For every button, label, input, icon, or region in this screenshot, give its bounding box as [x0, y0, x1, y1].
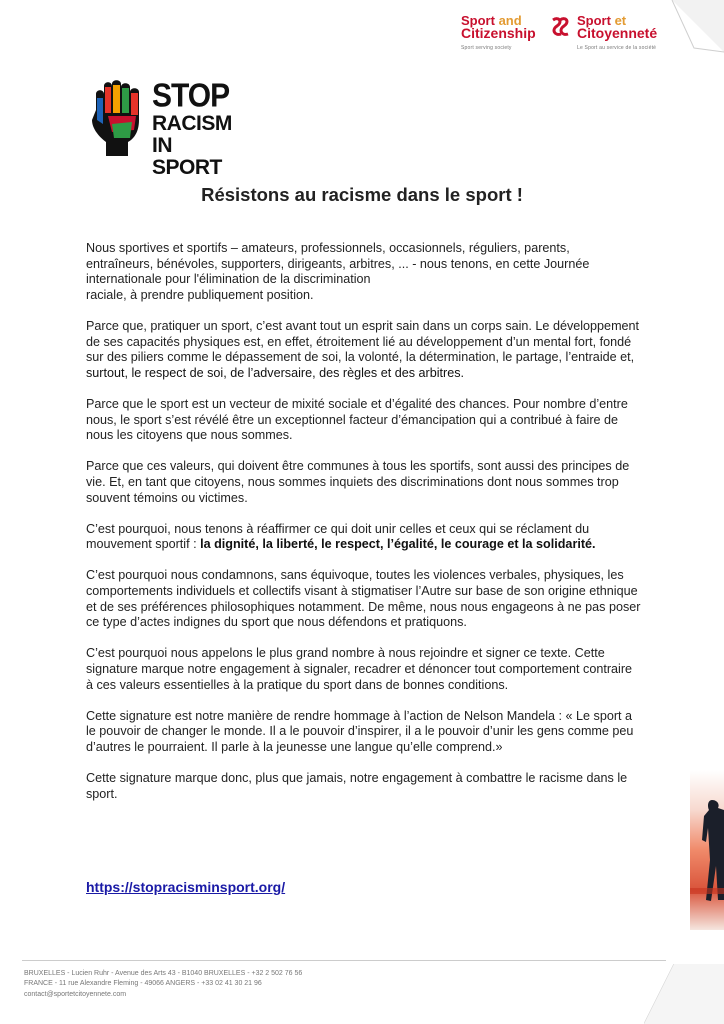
paragraph-text: Parce que, pratiquer un sport, c’est avant tout un esprit sain dans un corps sain. Le développement de ses capacités physiques est, en effet, étroitement lié au développement d’un mental fort, fondé sur des piliers comme le dépassement de soi, la volonté, la détermination, le partage, l’entraide et, — [86, 318, 640, 365]
campaign-website-link[interactable]: https://stopracisminsport.org/ — [86, 879, 286, 895]
footer-address-france: FRANCE - 11 rue Alexandre Fleming - 49066 ANGERS - +33 02 41 30 21 96 — [24, 980, 262, 988]
sport-et-citoyennete-logo[interactable] — [577, 14, 672, 55]
footer-contact — [24, 969, 302, 1000]
logo-left-word-2: and — [498, 13, 522, 28]
page-title: Résistons au racisme dans le sport ! — [201, 184, 523, 205]
paragraph-call-to-sign: C’est pourquoi nous appelons le plus grand nombre à nous rejoindre et signer ce texte. Cette signature marque notre engagement à signaler, recadrer et dénoncer tout comportement contraire à ces valeurs essentielles à la pratique du sport dans de bonnes conditions. — [86, 646, 633, 692]
athlete-silhouette-photo — [690, 770, 724, 930]
paragraph-social-mix: Parce que le sport est un vecteur de mixité sociale et d’égalité des chances. Pour nombre d’entre nous, le sport s’est révélé être un exceptionnel facteur d’émancipation qui a contribué à faire de nous les citoyens que nous sommes. — [86, 396, 628, 443]
intro-line-4: raciale, à prendre publiquement position. — [86, 287, 314, 302]
paragraph-mandela-quote: Cette signature est notre manière de rendre hommage à l’action de Nelson Mandela : « Le sport a le pouvoir de changer le monde. Il a le pouvoir d’inspirer, il a le pouvoir d’unir les gens comme peu d’autres le pourraient. Il parle à la jeunesse une langue qu’elle comprend.» — [86, 708, 634, 754]
logo-right-word-3: Citoyenneté — [577, 25, 658, 41]
paragraph-intro — [86, 241, 642, 303]
logo-racism: RACISM — [152, 112, 232, 135]
respect-emphasis: surtout, le respect de soi, de l’adversaire, des règles et des arbitres. — [86, 365, 465, 380]
paragraph-reaffirm — [86, 522, 642, 553]
intro-line-1: Nous sportives et sportifs – amateurs, professionnels, occasionnels, réguliers, parents, — [86, 241, 570, 255]
paragraph-text: C’est pourquoi, nous tenons à réaffirmer ce qui doit unir celles et ceux qui se réclament du mouvement sportif : — [86, 521, 590, 552]
values-emphasis: la dignité, la liberté, le respect, l’égalité, le courage et la solidarité. — [200, 537, 596, 552]
sport-and-citizenship-logo[interactable] — [461, 14, 551, 55]
paragraph-sport-values — [86, 319, 642, 381]
logo-left-tagline: Sport serving society — [461, 45, 512, 51]
footer-divider — [22, 960, 666, 961]
header-logos — [458, 14, 668, 54]
swirl-emblem-icon — [549, 16, 571, 42]
intro-line-2: entraîneurs, bénévoles, supporters, dirigeants, arbitres, ... - nous tenons, en cette Journée — [86, 256, 590, 271]
logo-left-word-1: Sport — [461, 13, 495, 28]
logo-left-word-3: Citizenship — [461, 25, 536, 41]
logo-right-tagline: Le Sport au service de la société — [577, 45, 657, 51]
logo-right-word-1: Sport — [577, 13, 611, 28]
page-corner-fold-bottom — [644, 964, 724, 1024]
intro-line-3: internationale pour l'élimination de la discrimination — [86, 272, 371, 287]
paragraph-commitment: Cette signature marque donc, plus que jamais, notre engagement à combattre le racisme dans le sport. — [86, 771, 628, 801]
raised-fist-icon — [88, 80, 150, 158]
footer-address-brussels: BRUXELLES - Lucien Ruhr - Avenue des Arts 43 - B1040 BRUXELLES - +32 2 502 76 56 — [24, 970, 303, 977]
paragraph-condemn: C’est pourquoi nous condamnons, sans équivoque, toutes les violences verbales, physiques, les comportements individuels et collectifs visant à stigmatiser l’Autre sur base de son origine ethnique et de ses préférences philosophiques notamment. De même, nous nous engageons à ne pas poser ce type d’actes indignes du sport que nous défendons et pratiquons. — [86, 568, 641, 630]
footer-email[interactable]: contact@sportetcitoyennete.com — [24, 990, 127, 998]
logo-in-sport: IN SPORT — [152, 134, 222, 179]
manifesto-body — [86, 241, 642, 818]
logo-stop: STOP — [152, 77, 230, 115]
stop-racism-in-sport-logo — [88, 77, 232, 179]
paragraph-life-principles: Parce que ces valeurs, qui doivent être communes à tous les sportifs, sont aussi des principes de vie. Et, en tant que citoyens, nous sommes inquiets des discriminations dont nous sommes trop souvent témoins ou victimes. — [86, 459, 630, 505]
page-corner-fold — [664, 0, 724, 60]
logo-right-word-2: et — [614, 13, 627, 28]
